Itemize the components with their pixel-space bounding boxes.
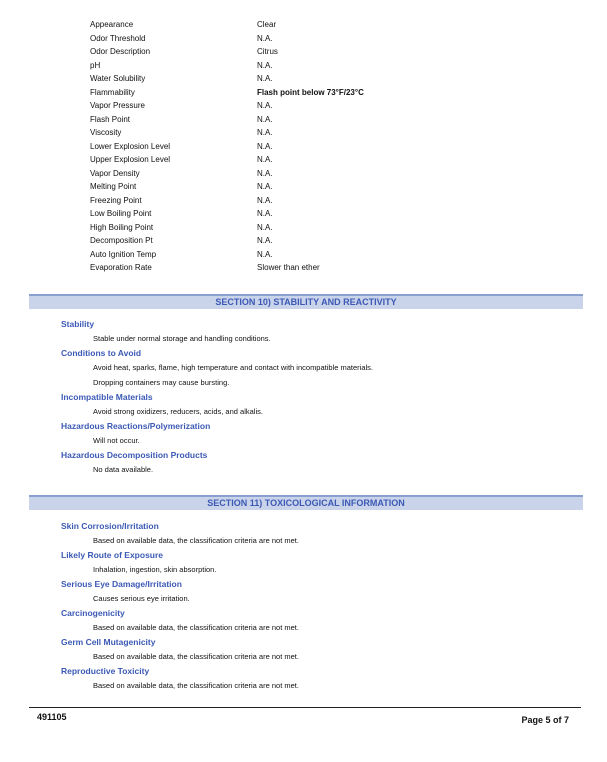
- property-row: [90, 261, 510, 275]
- property-row: [90, 113, 510, 127]
- subsection-text: Avoid heat, sparks, flame, high temperature and contact with incompatible materials.: [93, 363, 374, 372]
- subsection-text: Will not occur.: [93, 436, 140, 445]
- property-key: Vapor Density: [90, 168, 140, 178]
- property-row: [90, 167, 510, 181]
- property-value: Clear: [257, 20, 277, 29]
- property-row: [90, 45, 510, 59]
- property-key: Water Solubility: [90, 74, 146, 83]
- property-key: Lower Explosion Level: [90, 141, 171, 151]
- property-key: Viscosity: [90, 128, 122, 137]
- document-id: 491105: [37, 712, 67, 722]
- property-value: Slower than ether: [257, 263, 320, 272]
- property-value: N.A.: [257, 236, 273, 245]
- property-row: [90, 99, 510, 113]
- subsection-heading: Hazardous Reactions/Polymerization: [61, 421, 211, 431]
- section-10-body: [61, 317, 581, 477]
- property-value: N.A.: [257, 33, 273, 43]
- property-key: Odor Threshold: [90, 33, 146, 43]
- property-row: [90, 234, 510, 248]
- property-row: [90, 194, 510, 208]
- section-11-header: SECTION 11) TOXICOLOGICAL INFORMATION: [29, 495, 583, 510]
- subsection-heading: Stability: [61, 319, 95, 329]
- property-value: N.A.: [257, 182, 273, 191]
- property-value: N.A.: [257, 60, 273, 70]
- section-10-header: SECTION 10) STABILITY AND REACTIVITY: [29, 294, 583, 309]
- property-row: [90, 180, 510, 194]
- property-row: [90, 153, 510, 167]
- property-row: [90, 59, 510, 73]
- subsection-heading: Skin Corrosion/Irritation: [61, 521, 159, 531]
- property-row: [90, 72, 510, 86]
- section-11-body: [61, 519, 581, 693]
- property-key: Evaporation Rate: [90, 263, 152, 272]
- property-key: Low Boiling Point: [90, 209, 152, 218]
- property-value: N.A.: [257, 74, 273, 83]
- property-value: N.A.: [257, 101, 273, 110]
- property-row: [90, 140, 510, 154]
- property-value: Citrus: [257, 47, 278, 56]
- property-value: N.A.: [257, 155, 273, 164]
- property-key: Appearance: [90, 20, 134, 29]
- property-value: N.A.: [257, 195, 273, 205]
- property-key: Flammability: [90, 87, 135, 97]
- property-row: [90, 18, 510, 32]
- page-number: Page 5 of 7: [521, 715, 569, 725]
- properties-table: [90, 18, 510, 275]
- subsection-heading: Incompatible Materials: [61, 392, 153, 402]
- property-value: N.A.: [257, 128, 273, 137]
- subsection-text: Based on available data, the classification criteria are not met.: [93, 623, 299, 632]
- property-row: [90, 126, 510, 140]
- property-value: N.A.: [257, 222, 273, 232]
- property-key: Vapor Pressure: [90, 101, 145, 110]
- subsection-text: Based on available data, the classification criteria are not met.: [93, 536, 299, 545]
- subsection-text: Dropping containers may cause bursting.: [93, 378, 230, 387]
- property-key: Flash Point: [90, 114, 131, 124]
- property-row: [90, 86, 510, 100]
- subsection-heading: Germ Cell Mutagenicity: [61, 637, 156, 647]
- subsection-text: Inhalation, ingestion, skin absorption.: [93, 565, 217, 574]
- subsection-heading: Carcinogenicity: [61, 608, 125, 618]
- subsection-heading: Hazardous Decomposition Products: [61, 450, 208, 460]
- property-value: N.A.: [257, 141, 273, 151]
- subsection-text: No data available.: [93, 465, 154, 474]
- property-value: N.A.: [257, 168, 273, 178]
- subsection-text: Based on available data, the classification criteria are not met.: [93, 681, 299, 690]
- property-key: High Boiling Point: [90, 222, 154, 232]
- subsection-text: Avoid strong oxidizers, reducers, acids, and alkalis.: [93, 407, 263, 416]
- subsection-heading: Reproductive Toxicity: [61, 666, 150, 676]
- subsection-heading: Likely Route of Exposure: [61, 550, 164, 560]
- footer-divider: [29, 707, 581, 708]
- subsection-heading: Conditions to Avoid: [61, 348, 142, 358]
- property-key: Auto Ignition Temp: [90, 249, 157, 259]
- subsection-text: Causes serious eye irritation.: [93, 594, 190, 603]
- property-value: N.A.: [257, 209, 273, 218]
- property-key: pH: [90, 60, 101, 70]
- property-value: N.A.: [257, 114, 273, 124]
- subsection-text: Stable under normal storage and handling conditions.: [93, 334, 271, 343]
- property-key: Upper Explosion Level: [90, 155, 171, 164]
- property-value: Flash point below 73°F/23°C: [257, 87, 364, 97]
- property-key: Freezing Point: [90, 195, 142, 205]
- subsection-text: Based on available data, the classification criteria are not met.: [93, 652, 299, 661]
- property-key: Odor Description: [90, 47, 151, 56]
- property-key: Melting Point: [90, 182, 137, 191]
- property-row: [90, 207, 510, 221]
- property-value: N.A.: [257, 249, 273, 259]
- subsection-heading: Serious Eye Damage/Irritation: [61, 579, 182, 589]
- property-row: [90, 221, 510, 235]
- property-row: [90, 248, 510, 262]
- property-key: Decomposition Pt: [90, 236, 153, 245]
- property-row: [90, 32, 510, 46]
